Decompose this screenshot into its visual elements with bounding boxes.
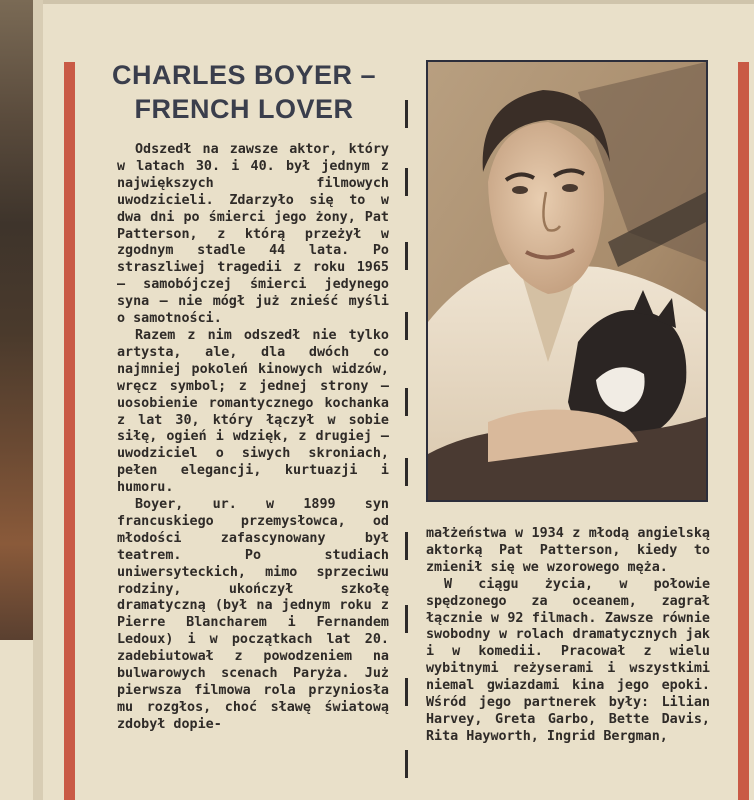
headline-line-1: CHARLES BOYER –	[111, 60, 377, 90]
paragraph-1: Odszedł na zawsze aktor, który w latach 30. i 40. był jednym z największych filmowych uwodzicieli. Zdarzyło się to w dwa dni po śmierci jego żony, Pat Patterson, z którą przeżył w zgodnym stadle 44 lata. Po straszliwej tragedii z roku 1965 — samobójczej śmierci jedynego syna — nie mógł już znieść myśli o samotności.	[117, 142, 389, 327]
paragraph-2: Razem z nim odszedł nie tylko artysta, ale, dla dwóch co najmniej pokoleń kinowych widzów, wręcz symbol; z jednej strony — uosobienie romantycznego kochanka z lat 30, który łączył w sobie siłę, ogień i wdzięk, z drugiej — uwodziciel o siwych skroniach, pełen elegancji, kurtuazji i humoru.	[117, 327, 389, 496]
headline-line-2: FRENCH LOVER	[134, 94, 354, 124]
paragraph-3: Boyer, ur. w 1899 syn francuskiego przemysłowca, od młodości zafascynowany był teatrem. Po studiach uniwersyteckich, mimo sprzeciwu rodziny, ukończył szkołę dramatyczną (był na jednym roku z Pierre Blancharem i Fernandem Ledoux) i w początkach lat 20. zadebiutował z powodzeniem na bulwarowych scenach Paryża. Już pierwsza filmowa rola przyniosła mu rozgłos, choć sławę światową zdobył dopie-	[117, 497, 389, 732]
left-accent-rule	[64, 62, 75, 800]
page-gutter	[33, 0, 43, 800]
left-text-column	[117, 142, 389, 800]
adjacent-photo-strip	[0, 0, 33, 640]
right-text-column	[426, 526, 710, 800]
portrait-illustration	[428, 62, 706, 500]
article-headline	[84, 58, 404, 126]
portrait-photo	[426, 60, 708, 502]
paragraph-5: W ciągu życia, w połowie spędzonego za oceanem, zagrał łącznie w 92 filmach. Zawsze równie swobodny w rolach dramatycznych jak i w komedii. Pracował z wielu wybitnymi reżyserami i wszystkimi niemal gwiazdami kina jego epoki. Wśród jego partnerek były: Lilian Harvey, Greta Garbo, Bette Davis, Rita Hayworth, Ingrid Bergman,	[426, 576, 710, 744]
paragraph-4: małżeństwa w 1934 z młodą angielską aktorką Pat Patterson, kiedy to zmienił się we wzorowego męża.	[426, 526, 710, 575]
right-accent-rule	[738, 62, 749, 800]
page-top-edge	[43, 0, 754, 4]
